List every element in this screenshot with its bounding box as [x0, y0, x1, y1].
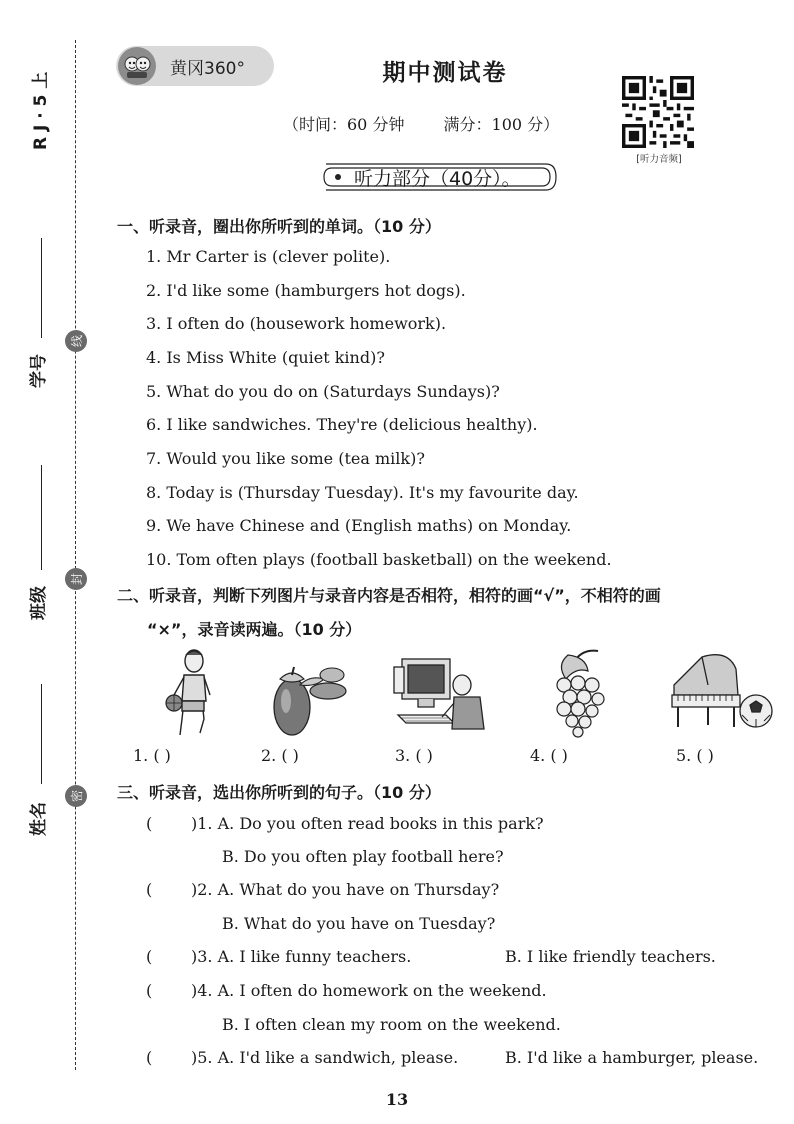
series-code: R J · 5 上 [31, 71, 51, 150]
student-id-label: 学号 [29, 354, 49, 388]
part2-label-2[interactable]: 2. ( ) [261, 746, 299, 765]
name-label: 姓名 [29, 802, 49, 836]
exam-info [283, 112, 593, 135]
part2-title: 二、听录音，判断下列图片与录音内容是否相符，相符的画“√”，不相符的画 [117, 586, 661, 605]
section-title: 听力部分（40分）。 [354, 168, 521, 190]
time-limit: （时间：60 分钟 [283, 115, 405, 134]
part2-title-cont: “×”，录音读两遍。（10 分） [147, 620, 362, 639]
brand-name: 黄冈360° [170, 58, 245, 79]
eggplant-image [270, 645, 350, 740]
class-field[interactable] [41, 465, 42, 570]
part3-q5-option-a[interactable]: )5. A. I'd like a sandwich, please. [191, 1048, 459, 1067]
part1-item-1[interactable]: 1. Mr Carter is (clever polite). [146, 247, 391, 266]
class-label: 班级 [29, 586, 49, 620]
part1-item-9[interactable]: 9. We have Chinese and (English maths) on Monday. [146, 516, 572, 535]
part3-q2-option-a[interactable]: )2. A. What do you have on Thursday? [191, 880, 500, 899]
page-title: 期中测试卷 [382, 60, 508, 86]
mascot-logo-icon [118, 47, 156, 85]
answer-bracket-2[interactable]: ( [146, 880, 153, 899]
part2-label-5[interactable]: 5. ( ) [676, 746, 714, 765]
seal-mark-seal: 封 [65, 568, 87, 590]
student-id-field[interactable] [41, 238, 42, 338]
part1-title: 一、听录音，圈出你所听到的单词。（10 分） [117, 217, 441, 236]
computer-image [388, 645, 488, 740]
part1-item-4[interactable]: 4. Is Miss White (quiet kind)? [146, 348, 385, 367]
part2-label-3[interactable]: 3. ( ) [395, 746, 433, 765]
part3-q5-option-b[interactable]: B. I'd like a hamburger, please. [505, 1048, 759, 1067]
part3-title: 三、听录音，选出你所听到的句子。（10 分） [117, 783, 441, 802]
answer-bracket-4[interactable]: ( [146, 981, 153, 1000]
full-score: 满分：100 分） [443, 115, 560, 134]
part3-q1-option-b[interactable]: B. Do you often play football here? [222, 847, 504, 866]
part1-item-7[interactable]: 7. Would you like some (tea milk)? [146, 449, 425, 468]
answer-bracket-5[interactable]: ( [146, 1048, 153, 1067]
cut-line [75, 40, 76, 1070]
part3-q4-option-a[interactable]: )4. A. I often do homework on the weekend. [191, 981, 547, 1000]
page-number: 13 [385, 1090, 409, 1109]
answer-bracket-1[interactable]: ( [146, 814, 153, 833]
part1-item-6[interactable]: 6. I like sandwiches. They're (delicious healthy). [146, 415, 538, 434]
part1-item-3[interactable]: 3. I often do (housework homework). [146, 314, 447, 333]
part1-item-8[interactable]: 8. Today is (Thursday Tuesday). It's my favourite day. [146, 483, 579, 502]
name-field[interactable] [41, 684, 42, 784]
basketball-player-image [160, 645, 220, 740]
binding-strip [0, 0, 105, 1124]
qr-caption: [听力音频] [636, 154, 682, 165]
brand-badge [116, 46, 274, 86]
qr-code-icon[interactable] [622, 76, 694, 148]
part3-q1-option-a[interactable]: )1. A. Do you often read books in this park? [191, 814, 544, 833]
part3-q4-option-b[interactable]: B. I often clean my room on the weekend. [222, 1015, 561, 1034]
part2-label-1[interactable]: 1. ( ) [133, 746, 171, 765]
part3-q3-option-a[interactable]: )3. A. I like funny teachers. [191, 947, 412, 966]
part1-item-10[interactable]: 10. Tom often plays (football basketball) on the weekend. [146, 550, 612, 569]
grapes-image [548, 645, 612, 740]
part1-item-5[interactable]: 5. What do you do on (Saturdays Sundays)? [146, 382, 500, 401]
part3-q3-option-b[interactable]: B. I like friendly teachers. [505, 947, 716, 966]
part2-label-4[interactable]: 4. ( ) [530, 746, 568, 765]
seal-mark-secret: 密 [65, 785, 87, 807]
part1-item-2[interactable]: 2. I'd like some (hamburgers hot dogs). [146, 281, 466, 300]
part3-q2-option-b[interactable]: B. What do you have on Tuesday? [222, 914, 496, 933]
seal-mark-line: 线 [65, 330, 87, 352]
answer-bracket-3[interactable]: ( [146, 947, 153, 966]
piano-and-football-image [668, 645, 778, 740]
